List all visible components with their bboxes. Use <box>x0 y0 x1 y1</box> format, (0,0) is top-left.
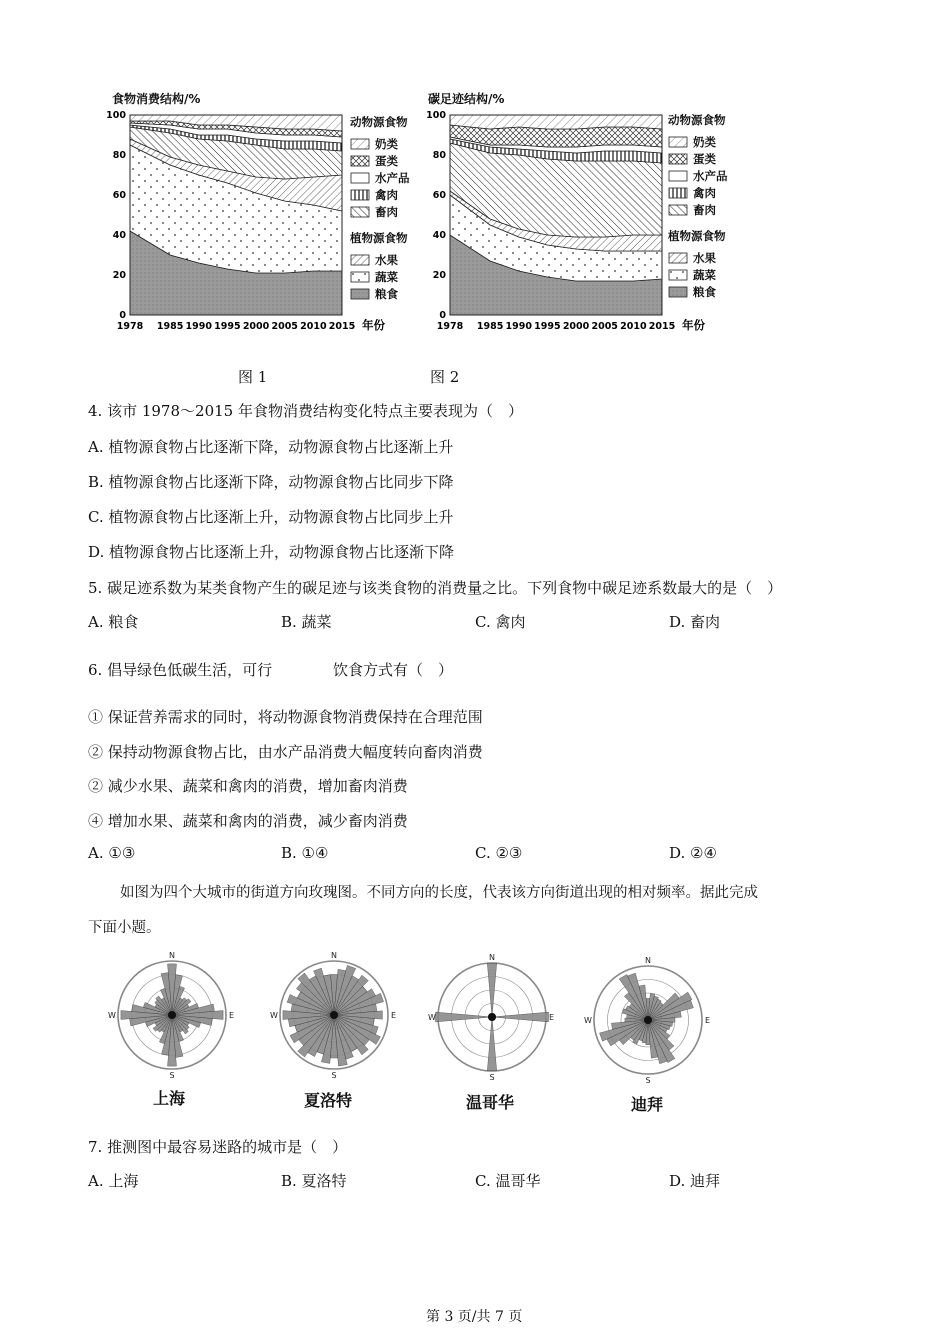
figure1-xtick: 1985 <box>156 321 184 332</box>
rose-dir-s: S <box>489 1073 495 1082</box>
q5-option-a[interactable]: A. 粮食 <box>88 613 139 631</box>
fig2-legend-item <box>668 283 748 300</box>
fig1-legend-label: 奶类 <box>375 136 398 151</box>
fig2-legend-swatch <box>668 204 688 216</box>
fig2-legend-swatch <box>668 187 688 199</box>
figure1-xtick: 2015 <box>328 321 356 332</box>
fig2-legend-item <box>668 167 748 184</box>
q4-option-a[interactable]: A. 植物源食物占比逐渐下降，动物源食物占比逐渐上升 <box>88 438 454 456</box>
fig2-legend-plant-title: 植物源食物 <box>668 229 726 243</box>
q7-option-a[interactable]: A. 上海 <box>88 1172 139 1190</box>
fig1-legend <box>350 114 430 302</box>
fig1-legend-label: 水果 <box>375 252 398 267</box>
q6-statement-1: ① 保证营养需求的同时，将动物源食物消费保持在合理范围 <box>88 708 483 726</box>
fig2-legend-label: 水产品 <box>693 168 728 183</box>
q4-stem: 4. 该市 1978～2015 年食物消费结构变化特点主要表现为（ ） <box>88 402 523 420</box>
rose-3 <box>584 956 710 1085</box>
q6-option-c[interactable]: C. ②③ <box>475 844 523 862</box>
figure1-ytick: 80 <box>112 150 126 161</box>
q7-stem: 7. 推测图中最容易迷路的城市是（ ） <box>88 1138 348 1156</box>
figure1-xtick: 1995 <box>214 321 241 332</box>
figure2-ytick: 100 <box>426 110 446 121</box>
figure1-xlabel: 年份 <box>362 318 385 332</box>
rose-dir-s: S <box>169 1071 175 1080</box>
figure2-xtick: 1978 <box>436 321 464 332</box>
q7-option-d[interactable]: D. 迪拜 <box>669 1172 721 1190</box>
fig2-legend-item <box>668 133 748 150</box>
fig2-legend-label: 水果 <box>693 250 716 265</box>
q6-stem-part1: 6. 倡导绿色低碳生活，可行 <box>88 661 273 679</box>
figure2-xlabel: 年份 <box>682 318 705 332</box>
fig1-legend-label: 粮食 <box>375 286 398 301</box>
rose-city-shanghai: 上海 <box>153 1089 186 1108</box>
fig1-legend-swatch <box>350 155 370 167</box>
fig1-legend-swatch <box>350 138 370 150</box>
fig1-legend-item <box>350 251 430 268</box>
fig2-legend-swatch <box>668 136 688 148</box>
figure1-xtick: 2000 <box>242 321 270 332</box>
rose-dir-s: S <box>645 1076 651 1085</box>
fig2-legend-item <box>668 249 748 266</box>
q4-option-b[interactable]: B. 植物源食物占比逐渐下降，动物源食物占比同步下降 <box>88 473 454 491</box>
q5-option-c[interactable]: C. 禽肉 <box>475 613 526 631</box>
figure1-ytick: 100 <box>106 110 126 121</box>
figure2-xtick: 1995 <box>534 321 561 332</box>
fig1-legend-item <box>350 186 430 203</box>
figure1-ytick: 0 <box>119 310 126 321</box>
fig1-legend-swatch <box>350 254 370 266</box>
fig2-legend-label: 禽肉 <box>693 185 716 200</box>
figure2-xtick: 1990 <box>505 321 532 332</box>
fig1-legend-label: 畜肉 <box>375 204 398 219</box>
figure2-xtick: 2015 <box>648 321 676 332</box>
fig1-legend-label: 蛋类 <box>375 153 398 168</box>
fig1-legend-item <box>350 203 430 220</box>
fig1-legend-item <box>350 285 430 302</box>
q7-option-b[interactable]: B. 夏洛特 <box>281 1172 347 1190</box>
rose-city-vancouver: 温哥华 <box>466 1093 515 1112</box>
q6-option-a[interactable]: A. ①③ <box>88 844 136 862</box>
rose-dir-w: W <box>108 1011 116 1020</box>
q6-statement-2: ② 保持动物源食物占比，由水产品消费大幅度转向畜肉消费 <box>88 743 483 761</box>
fig2-legend-animal-title: 动物源食物 <box>668 113 726 127</box>
rose-0 <box>108 951 234 1080</box>
q6-stem-part2: 饮食方式有（ ） <box>333 661 454 679</box>
intro-line1: 如图为四个大城市的街道方向玫瑰图。不同方向的长度，代表该方向街道出现的相对频率。据此完成 <box>120 885 758 901</box>
fig2-legend-swatch <box>668 252 688 264</box>
fig2-legend-label: 奶类 <box>693 134 716 149</box>
figure2-ytick: 60 <box>432 190 446 201</box>
rose-dir-s: S <box>331 1071 337 1080</box>
figure2-xtick: 2010 <box>620 321 647 332</box>
figure1-xtick: 1990 <box>185 321 212 332</box>
rose-dir-w: W <box>584 1016 592 1025</box>
q6-statement-3: ② 减少水果、蔬菜和禽肉的消费，增加畜肉消费 <box>88 777 408 795</box>
fig2-caption: 图 2 <box>430 368 460 386</box>
rose-city-charlotte: 夏洛特 <box>304 1091 353 1110</box>
figure1-xtick: 2010 <box>300 321 327 332</box>
figure2-xtick: 1985 <box>476 321 504 332</box>
rose-dir-w: W <box>428 1013 436 1022</box>
q5-option-d[interactable]: D. 畜肉 <box>669 613 721 631</box>
q5-option-b[interactable]: B. 蔬菜 <box>281 613 332 631</box>
page-footer: 第 3 页/共 7 页 <box>426 1309 523 1325</box>
fig2-legend-swatch <box>668 269 688 281</box>
fig2-legend-label: 蔬菜 <box>693 267 716 282</box>
q6-statement-4: ④ 增加水果、蔬菜和禽肉的消费，减少畜肉消费 <box>88 812 408 830</box>
fig1-legend-item <box>350 135 430 152</box>
fig2-legend-swatch <box>668 286 688 298</box>
fig1-legend-item <box>350 268 430 285</box>
figure2-ytick: 20 <box>432 270 446 281</box>
figure1-ytick: 40 <box>112 230 126 241</box>
figure2-xtick: 2005 <box>591 321 618 332</box>
rose-dir-e: E <box>705 1016 711 1025</box>
figure2-ytick: 80 <box>432 150 446 161</box>
fig1-caption: 图 1 <box>238 368 268 386</box>
rose-dir-e: E <box>391 1011 397 1020</box>
figure2-ytick: 40 <box>432 230 446 241</box>
figure1-xtick: 1978 <box>116 321 144 332</box>
fig2-legend-item <box>668 150 748 167</box>
q5-stem: 5. 碳足迹系数为某类食物产生的碳足迹与该类食物的消费量之比。下列食物中碳足迹系数最大的是（ ） <box>88 579 783 597</box>
fig1-legend-label: 禽肉 <box>375 187 398 202</box>
figure2-area-奶类 <box>450 115 662 129</box>
fig1-ylabel: 食物消费结构/% <box>112 92 201 106</box>
fig2-legend-label: 蛋类 <box>693 151 716 166</box>
q4-option-c[interactable]: C. 植物源食物占比逐渐上升，动物源食物占比同步上升 <box>88 508 454 526</box>
q6-option-d[interactable]: D. ②④ <box>669 844 717 862</box>
rose-1 <box>270 951 396 1080</box>
fig1-legend-item <box>350 152 430 169</box>
fig2-legend-item <box>668 201 748 218</box>
fig1-legend-animal-title: 动物源食物 <box>350 115 408 129</box>
fig2-legend-swatch <box>668 153 688 165</box>
fig1-legend-swatch <box>350 288 370 300</box>
figure2-ytick: 0 <box>439 310 446 321</box>
rose-2 <box>428 953 554 1082</box>
figure1-ytick: 20 <box>112 270 126 281</box>
rose-dir-e: E <box>549 1013 555 1022</box>
figure1-ytick: 60 <box>112 190 126 201</box>
fig1-legend-swatch <box>350 172 370 184</box>
rose-dir-n: N <box>331 951 337 960</box>
rose-diagrams <box>100 945 720 1120</box>
q4-option-d[interactable]: D. 植物源食物占比逐渐上升，动物源食物占比逐渐下降 <box>88 543 455 561</box>
fig1-legend-swatch <box>350 189 370 201</box>
fig1-legend-swatch <box>350 271 370 283</box>
figure2-xtick: 2000 <box>562 321 590 332</box>
fig2-legend-label: 畜肉 <box>693 202 716 217</box>
fig2-legend-item <box>668 184 748 201</box>
fig2-ylabel: 碳足迹结构/% <box>428 92 505 106</box>
rose-dir-e: E <box>229 1011 235 1020</box>
fig1-legend-label: 蔬菜 <box>375 269 398 284</box>
fig1-legend-label: 水产品 <box>375 170 410 185</box>
rose-dir-n: N <box>489 953 495 962</box>
figure1-xtick: 2005 <box>271 321 298 332</box>
fig1-legend-item <box>350 169 430 186</box>
fig2-legend-swatch <box>668 170 688 182</box>
rose-city-dubai: 迪拜 <box>631 1095 664 1114</box>
rose-dir-n: N <box>169 951 175 960</box>
rose-dir-w: W <box>270 1011 278 1020</box>
fig2-legend-label: 粮食 <box>693 284 716 299</box>
fig2-legend-item <box>668 266 748 283</box>
fig1-legend-swatch <box>350 206 370 218</box>
fig1-legend-plant-title: 植物源食物 <box>350 231 408 245</box>
q7-option-c[interactable]: C. 温哥华 <box>475 1172 541 1190</box>
rose-dir-n: N <box>645 956 651 965</box>
intro-line2: 下面小题。 <box>88 920 161 936</box>
q6-option-b[interactable]: B. ①④ <box>281 844 329 862</box>
fig2-legend <box>668 112 748 300</box>
